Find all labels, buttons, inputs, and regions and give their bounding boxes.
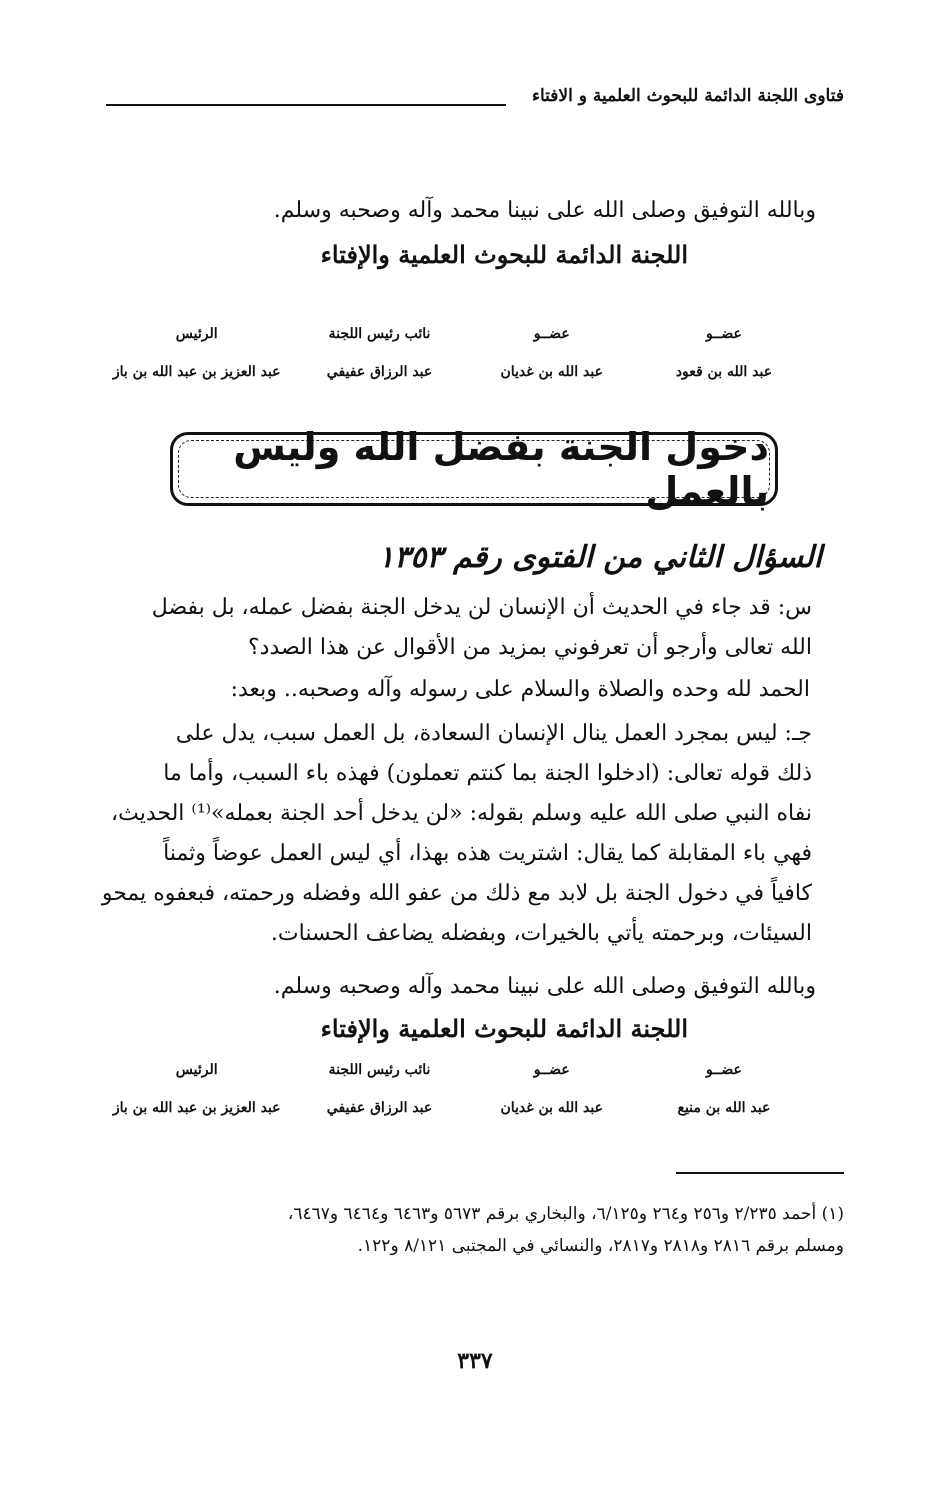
signature-table (100, 326, 810, 380)
text-line: نفاه النبي صلى الله عليه وسلم بقوله: «لن يدخل أحد الجنة بعمله»⁽¹⁾ الحديث، (111, 801, 812, 826)
signatory-chair (100, 1062, 293, 1116)
signatory-title: عضــو (705, 326, 742, 342)
signatory-name: عبد العزيز بن عبد الله بن باز (112, 364, 281, 380)
text-line: فهي باء المقابلة كما يقال: اشتريت هذه بهذا، أي ليس العمل عوضاً وثمناً (163, 841, 812, 866)
signatory-member (466, 1062, 638, 1116)
footnote (100, 1198, 844, 1262)
signatory-vice-chair (293, 326, 465, 380)
text-line: الله تعالى وأرجو أن تعرفوني بمزيد من الأقوال عن هذا الصدد؟ (248, 635, 812, 660)
text-line: السيئات، وبرحمته يأتي بالخيرات، وبفضله يضاعف الحسنات. (270, 921, 812, 946)
text-line: كافياً في دخول الجنة بل لابد مع ذلك من عفو الله وفضله ورحمته، فبعفوه يمحو (101, 881, 812, 906)
signatory-member (638, 326, 810, 380)
footnote-line: (١) أحمد ٢/٢٣٥ و٢٥٦ و٢٦٤ و٦/١٢٥، والبخاري برقم ٥٦٧٣ و٦٤٦٣ و٦٤٦٤ و٦٤٦٧، (287, 1204, 844, 1224)
header-rule (106, 104, 506, 106)
signatory-title: عضــو (533, 1062, 570, 1078)
signatory-member (638, 1062, 810, 1116)
banner-inner-frame (178, 425, 770, 513)
signatory-name: عبد الرزاق عفيفي (326, 364, 433, 380)
signatory-name: عبد العزيز بن عبد الله بن باز (112, 1100, 281, 1116)
signatory-title: عضــو (705, 1062, 742, 1078)
committee-name: اللجنة الدائمة للبحوث العلمية والإفتاء (320, 240, 688, 269)
signature-table (100, 1062, 810, 1116)
page-number: ٣٣٧ (457, 1348, 493, 1374)
section-title: دخول الجنة بفضل الله وليس بالعمل (233, 425, 769, 513)
signatory-title: الرئيس (175, 326, 218, 342)
signatory-title: نائب رئيس اللجنة (328, 326, 431, 342)
closing-formula: وبالله التوفيق وصلى الله على نبينا محمد وآله وصحبه وسلم. (273, 974, 816, 999)
answer-text (100, 714, 812, 954)
signatory-vice-chair (293, 1062, 465, 1116)
signatory-name: عبد الرزاق عفيفي (326, 1100, 433, 1116)
section-title-banner (170, 425, 778, 513)
signatory-name: عبد الله بن منيع (677, 1100, 771, 1116)
question-heading: السؤال الثاني من الفتوى رقم ١٣٥٣ (378, 540, 822, 575)
signatory-name: عبد الله بن قعود (675, 364, 773, 380)
signatory-title: نائب رئيس اللجنة (328, 1062, 431, 1078)
signatory-chair (100, 326, 293, 380)
footnote-line: ومسلم برقم ٢٨١٦ و٢٨١٨ و٢٨١٧، والنسائي في المجتبى ٨/١٢١ و١٢٢. (357, 1236, 844, 1256)
running-header: فتاوى اللجنة الدائمة للبحوث العلمية و الافتاء (532, 86, 844, 106)
signatory-name: عبد الله بن غديان (500, 1100, 603, 1116)
signatory-title: الرئيس (175, 1062, 218, 1078)
question-text (100, 588, 812, 668)
signatory-name: عبد الله بن غديان (500, 364, 603, 380)
signatory-title: عضــو (533, 326, 570, 342)
closing-formula: وبالله التوفيق وصلى الله على نبينا محمد وآله وصحبه وسلم. (273, 198, 816, 223)
signatory-member (466, 326, 638, 380)
praise-line: الحمد لله وحده والصلاة والسلام على رسوله وآله وصحبه.. وبعد: (230, 677, 810, 702)
text-line: ذلك قوله تعالى: (ادخلوا الجنة بما كنتم تعملون) فهذه باء السبب، وأما ما (163, 761, 812, 786)
text-line: س: قد جاء في الحديث أن الإنسان لن يدخل الجنة بفضل عمله، بل بفضل (151, 595, 812, 620)
text-line: جـ: ليس بمجرد العمل ينال الإنسان السعادة، بل العمل سبب، يدل على (175, 721, 812, 746)
footnote-rule (676, 1172, 844, 1174)
committee-name: اللجنة الدائمة للبحوث العلمية والإفتاء (320, 1014, 688, 1043)
